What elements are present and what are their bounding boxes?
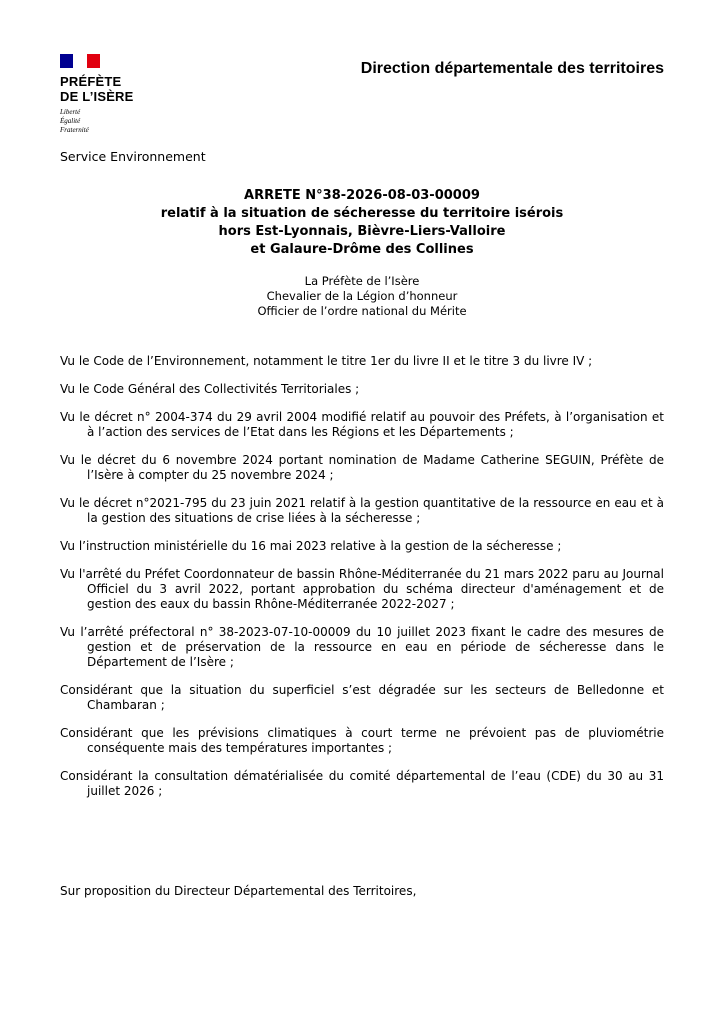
decree-subject-line1: relatif à la situation de sécheresse du territoire isérois	[160, 206, 564, 221]
recital-paragraph: Vu le décret n°2021-795 du 23 juin 2021 relatif à la gestion quantitative de la ressource en eau et à la gestion des situations de crise liées à la sécheresse ;	[60, 496, 664, 525]
recital-paragraph: Vu l’instruction ministérielle du 16 mai 2023 relative à la gestion de la sécheresse ;	[60, 539, 562, 553]
consideration-paragraph: Considérant que les prévisions climatiques à court terme ne prévoient pas de pluviométrie conséquente mais des températures importantes ;	[60, 726, 664, 755]
consideration-paragraph: Considérant la consultation dématérialisée du comité départemental de l’eau (CDE) du 30 au 31 juillet 2026 ;	[60, 769, 664, 798]
logo-motto	[60, 108, 170, 135]
direction-heading: Direction départementale des territoires	[360, 60, 664, 77]
recitals	[60, 354, 664, 812]
recital-paragraph: Vu le Code de l’Environnement, notamment le titre 1er du livre II et le titre 3 du livre IV ;	[60, 354, 593, 368]
decree-subject-line3: et Galaure-Drôme des Collines	[250, 242, 474, 257]
authority-line: La Préfète de l’Isère	[304, 274, 420, 288]
logo-name-line2: DE L’ISÈRE	[60, 89, 134, 104]
recital-paragraph: Vu le décret du 6 novembre 2024 portant nomination de Madame Catherine SEGUIN, Préfète de l’Isère à compter du 25 novembre 2024 ;	[60, 453, 664, 482]
motto-egalite: Égalité	[60, 117, 81, 125]
decree-number: ARRETE N°38-2026-08-03-00009	[244, 188, 480, 203]
logo-name-line1: PRÉFÈTE	[60, 74, 122, 89]
recital-paragraph: Vu l'arrêté du Préfet Coordonnateur de bassin Rhône-Méditerranée du 21 mars 2022 paru au Journal Officiel du 3 avril 2022, portant approbation du schéma directeur d'aménagement et de gestion des eaux du bassin Rhône-Méditerranée 2022-2027 ;	[60, 567, 664, 611]
service-label: Service Environnement	[60, 149, 206, 164]
french-flag-icon	[60, 54, 100, 68]
authority-block	[60, 274, 664, 319]
decree-subject-line2: hors Est-Lyonnais, Bièvre-Liers-Valloire	[218, 224, 506, 239]
prefecture-logo	[60, 54, 170, 135]
motto-fraternite: Fraternité	[60, 126, 89, 134]
recital-paragraph: Vu le décret n° 2004-374 du 29 avril 2004 modifié relatif au pouvoir des Préfets, à l’organisation et à l’action des services de l’Etat dans les Régions et les Départements ;	[60, 410, 664, 439]
recital-paragraph: Vu l’arrêté préfectoral n° 38-2023-07-10-00009 du 10 juillet 2023 fixant le cadre des mesures de gestion et de préservation de la ressource en eau en période de sécheresse dans le Département de l’Isère ;	[60, 625, 664, 669]
authority-line: Officier de l’ordre national du Mérite	[257, 304, 467, 318]
recital-paragraph: Vu le Code Général des Collectivités Territoriales ;	[60, 382, 360, 396]
authority-line: Chevalier de la Légion d’honneur	[266, 289, 458, 303]
motto-liberte: Liberté	[60, 108, 81, 116]
closing-line: Sur proposition du Directeur Départemental des Territoires,	[60, 884, 417, 898]
logo-name	[60, 74, 170, 104]
consideration-paragraph: Considérant que la situation du superficiel s’est dégradée sur les secteurs de Belledonne et Chambaran ;	[60, 683, 664, 712]
decree-title	[60, 187, 664, 259]
